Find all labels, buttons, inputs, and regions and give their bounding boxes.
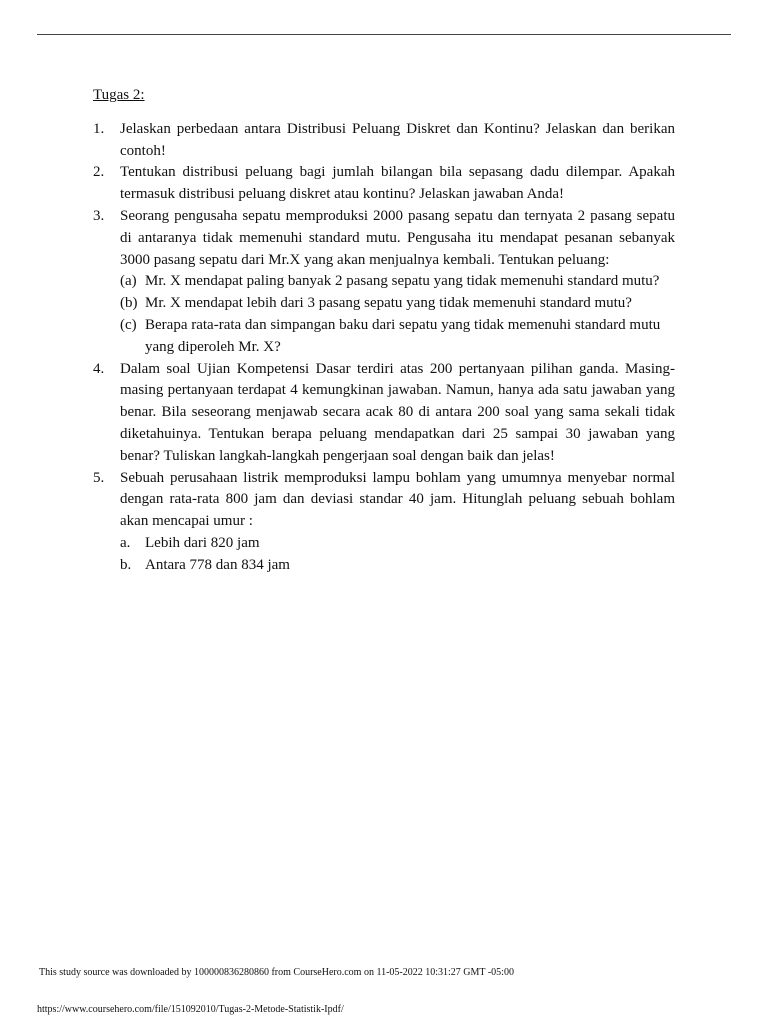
question-number: 2. xyxy=(93,164,105,181)
question-number: 5. xyxy=(93,469,105,486)
sub-question xyxy=(120,271,675,293)
question-text: Tentukan distribusi peluang bagi jumlah bilangan bila sepasang dadu dilempar. Apakah termasuk distribusi peluang diskret atau kontinu? Jelaskan jawaban Anda! xyxy=(120,164,675,203)
sub-question xyxy=(120,293,675,315)
page-url: https://www.coursehero.com/file/151092010/Tugas-2-Metode-Statistik-Ipdf/ xyxy=(37,1004,344,1015)
question-item xyxy=(93,162,675,206)
question-item xyxy=(93,119,675,163)
document-body xyxy=(93,85,675,577)
sub-question-text: Lebih dari 820 jam xyxy=(145,534,260,551)
question-text: Sebuah perusahaan listrik memproduksi lampu bohlam yang umumnya menyebar normal dengan rata-rata 800 jam dan deviasi standar 40 jam. Hitunglah peluang sebuah bohlam akan mencapai umur : xyxy=(120,469,675,530)
question-text-block xyxy=(120,119,675,163)
sub-question xyxy=(120,555,675,577)
sub-question-label: (a) xyxy=(120,273,137,290)
sub-question xyxy=(120,533,675,555)
question-text-block xyxy=(120,206,675,359)
question-text: Seorang pengusaha sepatu memproduksi 2000 pasang sepatu dan ternyata 2 pasang sepatu di antaranya tidak memenuhi standard mutu. Pengusaha itu mendapat pesanan sebanyak 3000 pasang sepatu dari Mr.X yang akan menjualnya kembali. Tentukan peluang: xyxy=(120,207,675,268)
sub-question-label: (c) xyxy=(120,316,137,333)
sub-question-text: Mr. X mendapat lebih dari 3 pasang sepatu yang tidak memenuhi standard mutu? xyxy=(145,295,632,312)
question-number: 1. xyxy=(93,120,105,137)
question-item xyxy=(93,206,675,359)
sub-question xyxy=(120,315,675,359)
sub-question-label: a. xyxy=(120,534,131,551)
sub-question-text: Antara 778 dan 834 jam xyxy=(145,556,290,573)
question-text-block xyxy=(120,359,675,468)
question-text-block xyxy=(120,468,675,577)
question-item xyxy=(93,468,675,577)
question-text-block xyxy=(120,162,675,206)
sub-question-text: Mr. X mendapat paling banyak 2 pasang sepatu yang tidak memenuhi standard mutu? xyxy=(145,273,660,290)
sub-question-text: Berapa rata-rata dan simpangan baku dari sepatu yang tidak memenuhi standard mutu yang diperoleh Mr. X? xyxy=(145,316,661,355)
question-number: 4. xyxy=(93,360,105,377)
question-number: 3. xyxy=(93,207,105,224)
download-source-note: This study source was downloaded by 100000836280860 from CourseHero.com on 11-05-2022 10:31:27 GMT -05:00 xyxy=(39,967,514,978)
document-heading: Tugas 2: xyxy=(93,87,145,103)
question-text: Jelaskan perbedaan antara Distribusi Peluang Diskret dan Kontinu? Jelaskan dan berikan contoh! xyxy=(120,120,675,159)
page-top-rule xyxy=(37,34,731,35)
sub-question-label: (b) xyxy=(120,295,138,312)
question-item xyxy=(93,359,675,468)
sub-question-label: b. xyxy=(120,556,132,573)
question-text: Dalam soal Ujian Kompetensi Dasar terdiri atas 200 pertanyaan pilihan ganda. Masing-masing pertanyaan terdapat 4 kemungkinan jawaban. Namun, hanya ada satu jawaban yang benar. Bila seseorang menjawab secara acak 80 di antara 200 soal yang sama sekali tidak diketahuinya. Tentukan berapa peluang mendapatkan dari 25 sampai 30 jawaban yang benar? Tuliskan langkah-langkah pengerjaan soal dengan baik dan jelas! xyxy=(120,360,675,464)
